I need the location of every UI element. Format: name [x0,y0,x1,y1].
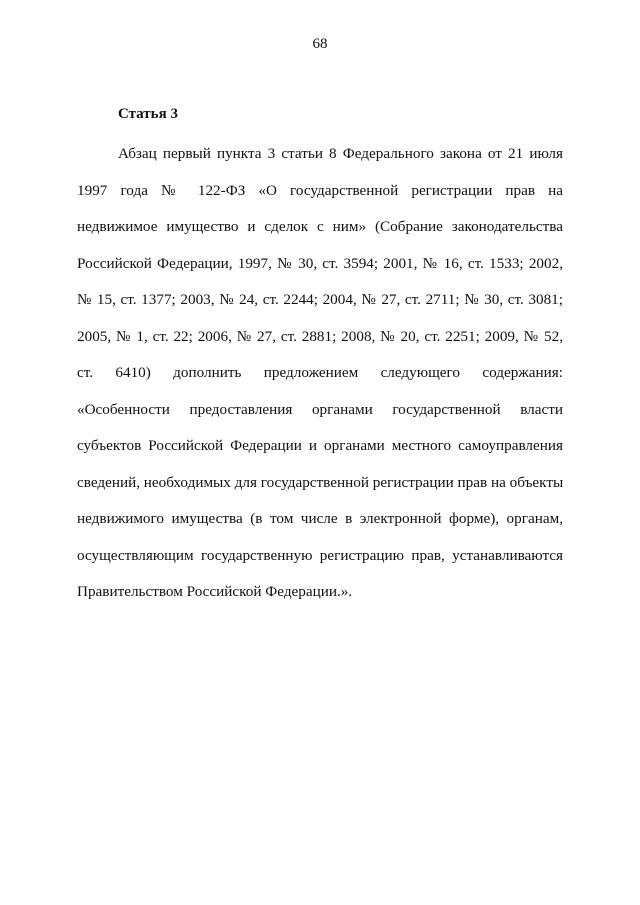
article-title: Статья 3 [118,106,178,122]
text-line: недвижимого имущества (в том числе в электронной форме), органам, [77,510,563,527]
page-number: 68 [312,36,328,52]
text-line: недвижимое имущество и сделок с ним» (Собрание законодательства [77,218,563,235]
text-line: Абзац первый пункта 3 статьи 8 Федерального закона от 21 июля [118,145,563,162]
text-line: ст. 6410) дополнить предложением следующего содержания: [77,364,563,381]
text-line: Российской Федерации, 1997, № 30, ст. 3594; 2001, № 16, ст. 1533; 2002, [77,255,563,272]
text-line: «Особенности предоставления органами государственной власти [77,401,563,418]
text-line: 1997 года № 122-ФЗ «О государственной регистрации прав на [77,182,563,199]
text-line: Правительством Российской Федерации.». [77,583,353,600]
text-line: осуществляющим государственную регистрацию прав, устанавливаются [77,547,563,564]
text-line: субъектов Российской Федерации и органами местного самоуправления [77,437,563,454]
text-line: № 15, ст. 1377; 2003, № 24, ст. 2244; 2004, № 27, ст. 2711; № 30, ст. 3081; [77,291,563,308]
text-line: 2005, № 1, ст. 22; 2006, № 27, ст. 2881; 2008, № 20, ст. 2251; 2009, № 52, [77,328,563,345]
text-line: сведений, необходимых для государственной регистрации прав на объекты [77,474,564,491]
